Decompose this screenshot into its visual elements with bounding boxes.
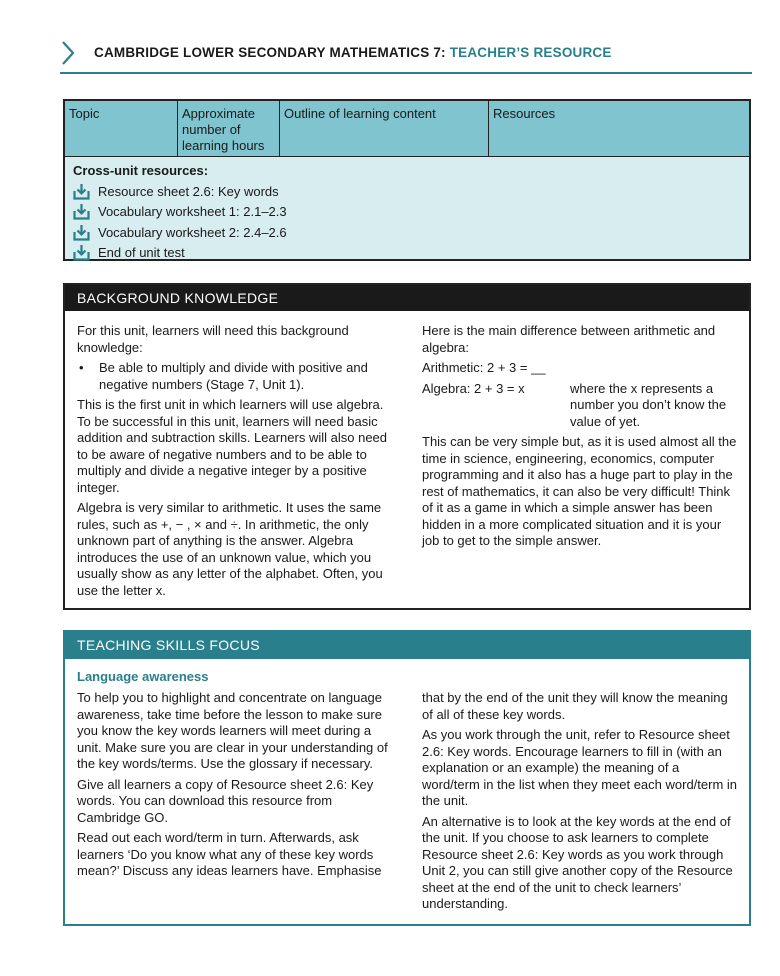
resource-label: End of unit test — [98, 245, 185, 261]
column-header-resources: Resources — [493, 106, 556, 121]
background-intro: For this unit, learners will need this background knowledge: — [77, 323, 349, 355]
download-icon — [73, 244, 90, 261]
column-header-hours: Approximate number of learning hours — [178, 101, 280, 156]
resource-item[interactable] — [73, 181, 741, 202]
background-paragraph: Algebra is very similar to arithmetic. It uses the same rules, such as +, − , × and ÷. In arithmetic, the only unknown part of anything is the answer. Algebra introduces the use of an unknown value, which you usually show as any letter of the alphabet. Often, you use the letter x. — [77, 500, 383, 598]
teaching-paragraph: Give all learners a copy of Resource sheet 2.6: Key words. You can download this resource from Cambridge GO. — [77, 776, 374, 825]
resource-item[interactable] — [73, 202, 741, 223]
background-intro-right: Here is the main difference between arithmetic and algebra: — [422, 323, 716, 355]
download-icon — [73, 183, 90, 200]
algebra-example: Algebra: 2 + 3 = x — [422, 380, 525, 396]
teaching-paragraph: Read out each word/term in turn. Afterwards, ask learners ‘Do you know what any of these key words mean?’ Discuss any ideas learners have. Emphasise — [77, 830, 382, 878]
teaching-paragraph: To help you to highlight and concentrate on language awareness, take time before the lesson to make sure you know the key words learners will meet during a unit. Make sure you are clear in your understanding of the key words/terms. Use the glossary if necessary. — [77, 690, 388, 771]
teaching-subheading: Language awareness — [77, 669, 209, 684]
page-title — [94, 45, 612, 60]
title-main: CAMBRIDGE LOWER SECONDARY MATHEMATICS 7: — [94, 45, 450, 60]
cross-unit-title: Cross-unit resources: — [73, 163, 209, 178]
background-left-column — [77, 323, 397, 603]
teaching-skills-box — [63, 630, 751, 926]
resource-item[interactable] — [73, 243, 741, 264]
cross-unit-resources — [65, 157, 749, 269]
arithmetic-example: Arithmetic: 2 + 3 = __ — [422, 360, 546, 375]
background-knowledge-box — [63, 283, 751, 610]
teaching-right-column — [422, 690, 740, 917]
teaching-heading: TEACHING SKILLS FOCUS — [65, 632, 749, 659]
algebra-note: where the x represents a number you don’t know the value of yet. — [570, 380, 727, 429]
algebra-example-row — [422, 381, 740, 431]
column-header-topic: Topic — [65, 101, 178, 156]
download-icon — [73, 203, 90, 220]
background-paragraph: This can be very simple but, as it is used almost all the time in science, engineering, economics, computer programming and it also has a huge part to play in the rest of mathematics, it can also be very difficult! Think of it as a game in which a simple answer has been hidden in a more complicated situation and it is your job to get to the simple answer. — [422, 434, 737, 548]
resource-label: Vocabulary worksheet 1: 2.1–2.3 — [98, 204, 287, 220]
table-header-row — [65, 101, 749, 157]
background-right-column — [422, 323, 740, 554]
chevron-right-icon — [60, 40, 76, 66]
teaching-paragraph: that by the end of the unit they will know the meaning of all of these key words. — [422, 690, 728, 722]
download-icon — [73, 224, 90, 241]
teaching-paragraph: As you work through the unit, refer to Resource sheet 2.6: Key words. Encourage learners to fill in (with an explanation or an example) the meaning of a word/term in the list when they meet each word/term in the unit. — [422, 727, 738, 808]
teaching-paragraph: An alternative is to look at the key words at the end of the unit. If you choose to ask learners to complete Resource sheet 2.6: Key words as you work through Unit 2, you can still give another copy of the Resource sheet at the end of the unit to check learners’ understanding. — [422, 813, 733, 911]
teaching-left-column — [77, 690, 399, 884]
column-header-outline: Outline of learning content — [280, 101, 489, 156]
resource-label: Vocabulary worksheet 2: 2.4–2.6 — [98, 224, 287, 240]
bullet-item — [77, 360, 397, 393]
topic-table — [63, 99, 751, 261]
title-accent: TEACHER’S RESOURCE — [449, 45, 612, 60]
bullet-dot: • — [79, 360, 84, 375]
background-heading: BACKGROUND KNOWLEDGE — [65, 285, 749, 311]
resource-item[interactable] — [73, 222, 741, 243]
resource-label: Resource sheet 2.6: Key words — [98, 183, 279, 199]
background-paragraph: This is the first unit in which learners will use algebra. To be successful in this unit, learners will need basic addition and subtraction skills. Learners will also need to be aware of negative numbers and to be able to multiply and divide a negative integer by a positive integer. — [77, 397, 388, 495]
bullet-text: Be able to multiply and divide with positive and negative numbers (Stage 7, Unit 1). — [99, 360, 368, 392]
page-header — [60, 38, 752, 74]
